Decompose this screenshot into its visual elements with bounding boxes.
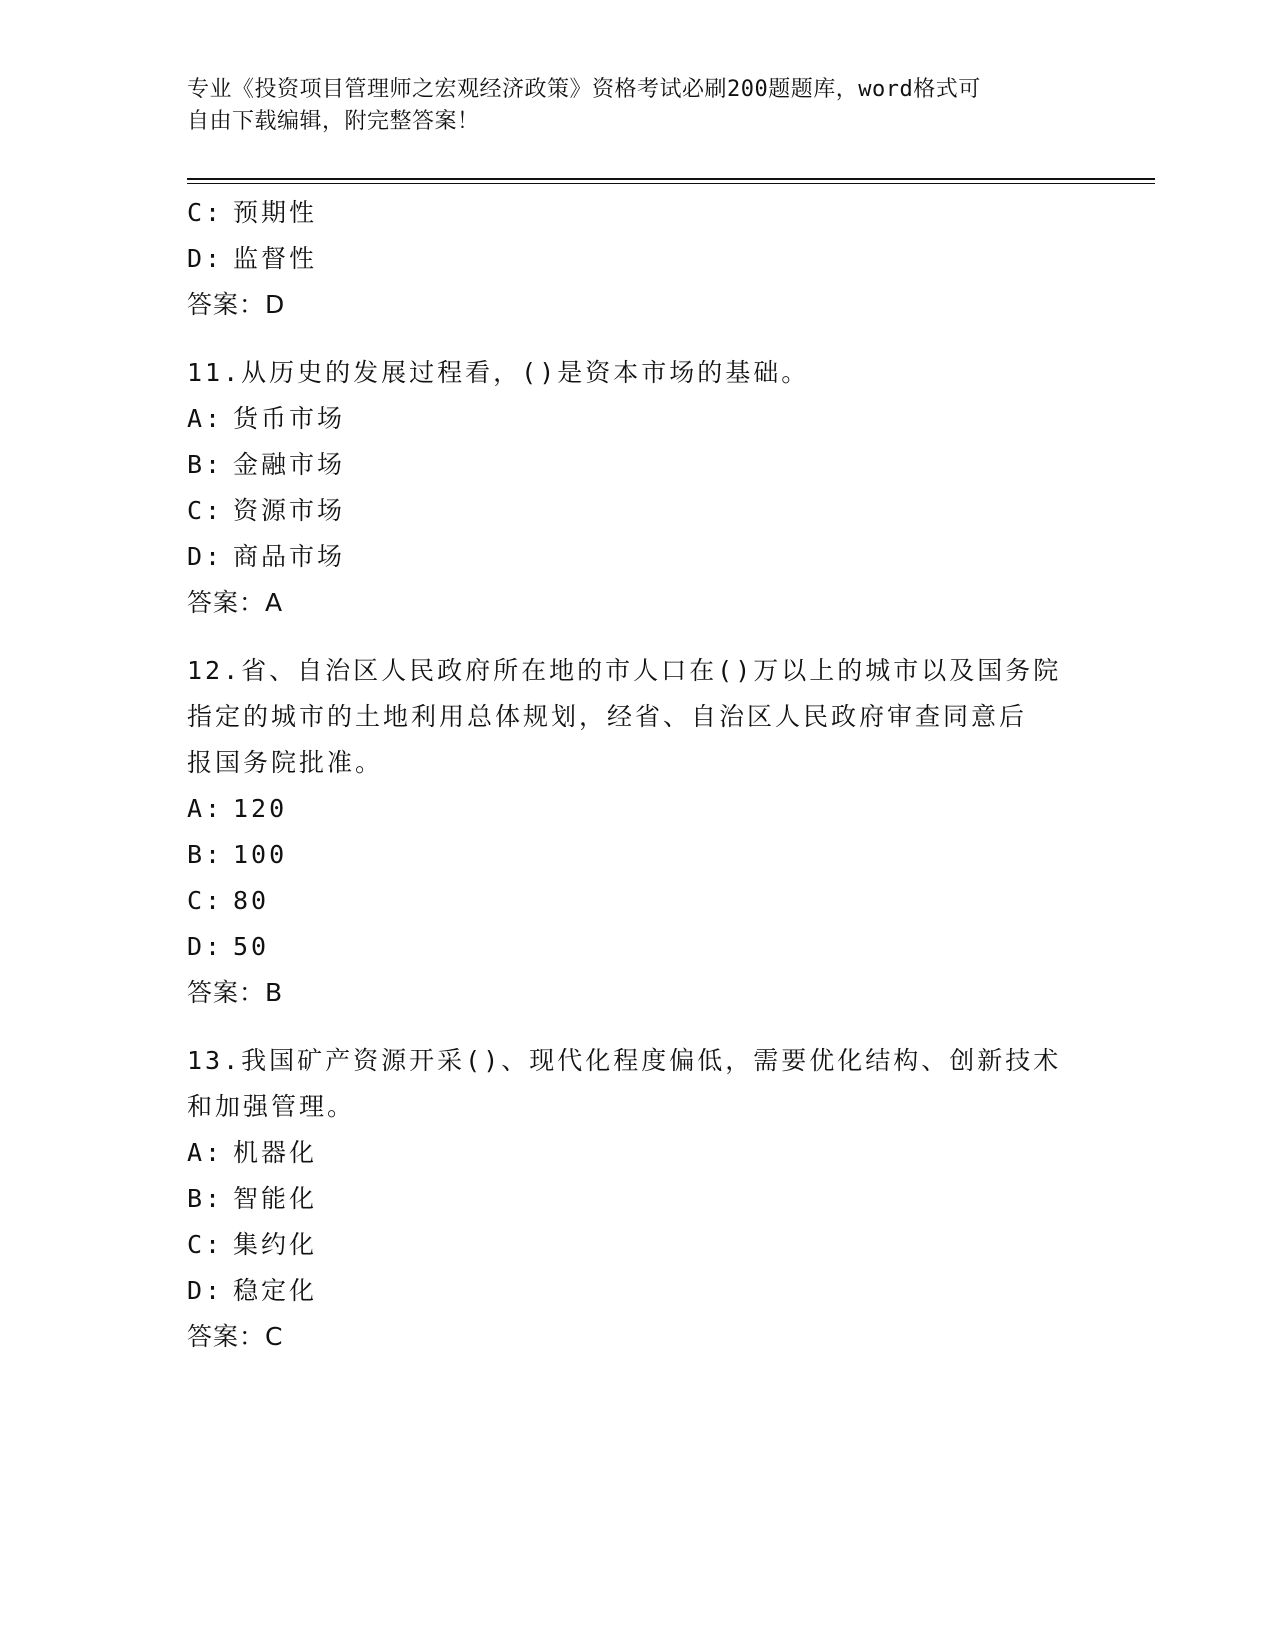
answer-line: 答案：B	[187, 978, 284, 1007]
option-label: C:	[187, 198, 224, 227]
option-c	[187, 488, 1087, 534]
prev-question-block	[187, 190, 1087, 328]
header-line-2: 自由下载编辑，附完整答案！	[187, 109, 480, 134]
option-label: B:	[187, 1184, 224, 1213]
question-stem	[187, 1038, 1087, 1130]
question-stem	[187, 648, 1087, 786]
document-header	[187, 74, 1087, 138]
option-d	[187, 1268, 1087, 1314]
question-block-13	[187, 1038, 1087, 1360]
stem-line: 指定的城市的土地利用总体规划，经省、自治区人民政府审查同意后	[187, 702, 1028, 731]
option-label: D:	[187, 1276, 224, 1305]
option-d	[187, 236, 1087, 282]
option-b	[187, 832, 1087, 878]
option-label: A:	[187, 1138, 224, 1167]
stem-line: 12.省、自治区人民政府所在地的市人口在()万以上的城市以及国务院	[187, 656, 1062, 685]
option-c	[187, 878, 1087, 924]
option-label: C:	[187, 1230, 224, 1259]
option-text: 稳定化	[233, 1276, 318, 1305]
option-text: 80	[233, 886, 270, 915]
option-label: C:	[187, 496, 224, 525]
stem-line: 13.我国矿产资源开采()、现代化程度偏低，需要优化结构、创新技术	[187, 1046, 1062, 1075]
option-text: 机器化	[233, 1138, 318, 1167]
option-label: D:	[187, 932, 224, 961]
question-stem	[187, 350, 1087, 396]
option-a	[187, 786, 1087, 832]
option-b	[187, 1176, 1087, 1222]
stem-line: 报国务院批准。	[187, 748, 384, 777]
option-text: 货币市场	[233, 404, 346, 433]
option-b	[187, 442, 1087, 488]
option-text: 集约化	[233, 1230, 318, 1259]
header-line-1: 专业《投资项目管理师之宏观经济政策》资格考试必刷200题题库，word格式可	[187, 77, 981, 102]
option-d	[187, 534, 1087, 580]
option-c	[187, 190, 1087, 236]
option-text: 120	[233, 794, 288, 823]
question-block-12	[187, 648, 1087, 1016]
stem-line: 和加强管理。	[187, 1092, 356, 1121]
option-c	[187, 1222, 1087, 1268]
option-label: B:	[187, 840, 224, 869]
option-label: D:	[187, 542, 224, 571]
answer-line: 答案：C	[187, 1322, 284, 1351]
header-divider-thin	[187, 183, 1155, 184]
option-label: B:	[187, 450, 224, 479]
answer-line: 答案：A	[187, 588, 284, 617]
option-label: A:	[187, 794, 224, 823]
option-d	[187, 924, 1087, 970]
option-text: 预期性	[233, 198, 318, 227]
option-label: A:	[187, 404, 224, 433]
option-label: C:	[187, 886, 224, 915]
option-text: 金融市场	[233, 450, 346, 479]
option-text: 资源市场	[233, 496, 346, 525]
option-text: 智能化	[233, 1184, 318, 1213]
option-text: 商品市场	[233, 542, 346, 571]
question-block-11	[187, 350, 1087, 626]
stem-line: 11.从历史的发展过程看，()是资本市场的基础。	[187, 358, 810, 387]
question-list	[187, 190, 1087, 1360]
option-a	[187, 396, 1087, 442]
option-text: 50	[233, 932, 270, 961]
header-divider-thick	[187, 178, 1155, 180]
option-text: 监督性	[233, 244, 318, 273]
option-label: D:	[187, 244, 224, 273]
option-a	[187, 1130, 1087, 1176]
option-text: 100	[233, 840, 288, 869]
answer-line: 答案：D	[187, 290, 286, 319]
